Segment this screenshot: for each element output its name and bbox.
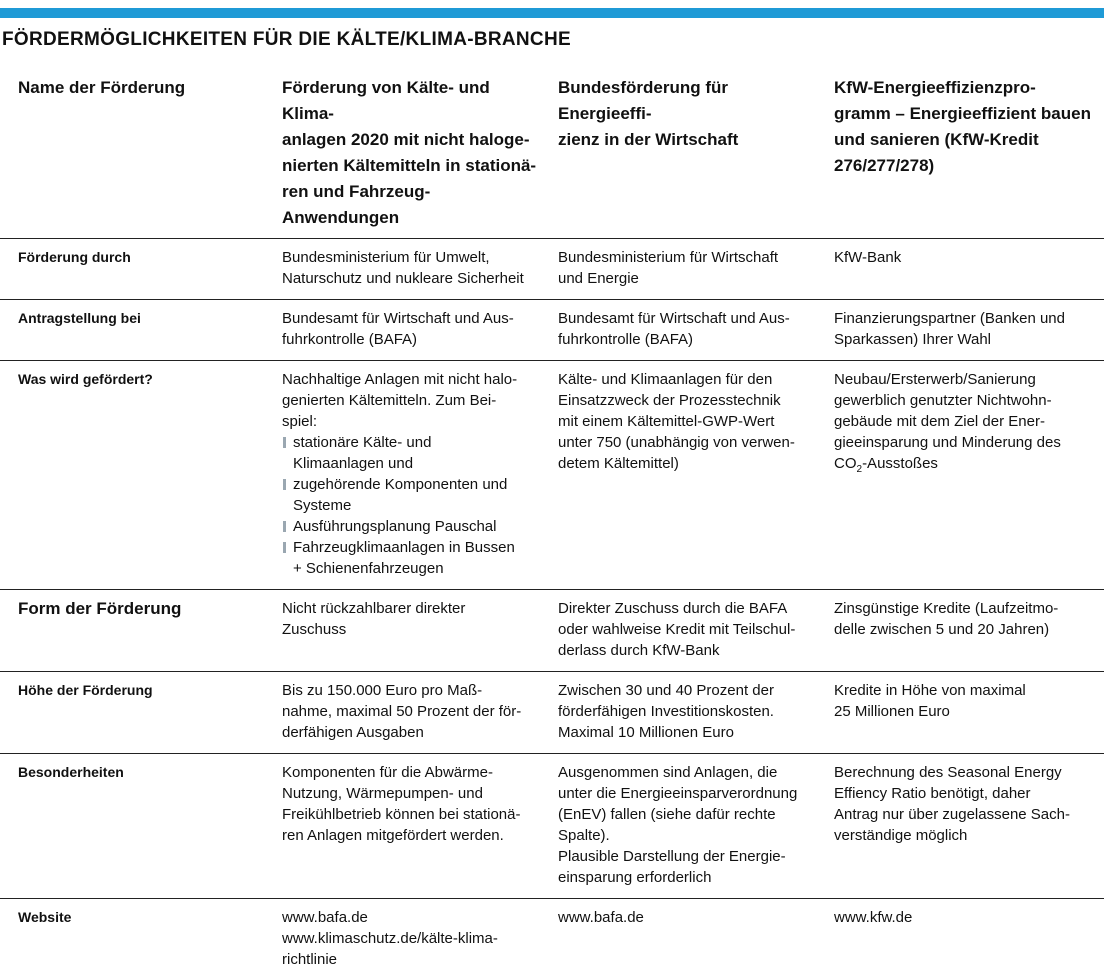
table-row <box>0 590 1104 672</box>
table-cell: Kälte- und Klimaanlagen für den Einsatzzweck der Prozesstechnik mit einem Kältemittel-GWP-Wert unter 750 (unabhängig von verwen- detem Kältemittel) <box>548 361 824 590</box>
list-item: Ausführungsplanung Pauschal <box>282 516 538 537</box>
list-item: stationäre Kälte- und Klimaanlagen und <box>282 432 538 474</box>
accent-bar <box>0 8 1104 18</box>
table-row <box>0 300 1104 361</box>
table-cell: Finanzierungspartner (Banken und Sparkassen) Ihrer Wahl <box>824 300 1104 361</box>
table-row <box>0 899 1104 980</box>
column-header-program-1: Förderung von Kälte- und Klima- anlagen 2020 mit nicht haloge- nierten Kältemitteln in stationä- ren und Fahrzeug-Anwendungen <box>272 66 548 239</box>
table-cell: Bis zu 150.000 Euro pro Maß- nahme, maximal 50 Prozent der för- derfähigen Ausgaben <box>272 672 548 754</box>
table-cell: Bundesamt für Wirtschaft und Aus- fuhrkontrolle (BAFA) <box>272 300 548 361</box>
row-label: Was wird gefördert? <box>0 361 272 590</box>
table-cell: KfW-Bank <box>824 239 1104 300</box>
table-cell <box>824 361 1104 590</box>
cell-text-main: Neubau/Ersterwerb/Sanierung gewerblich genutzter Nichtwohn- gebäude mit dem Ziel der Ener- gieeinsparung und Minderung des CO <box>834 371 1061 472</box>
row-label: Höhe der Förderung <box>0 672 272 754</box>
table-cell <box>272 361 548 590</box>
row-label: Förderung durch <box>0 239 272 300</box>
table-cell: Bundesamt für Wirtschaft und Aus- fuhrkontrolle (BAFA) <box>548 300 824 361</box>
table-cell: Kredite in Höhe von maximal 25 Millionen Euro <box>824 672 1104 754</box>
website-link[interactable]: www.bafa.de <box>548 899 824 980</box>
table-row <box>0 361 1104 590</box>
row-label: Antragstellung bei <box>0 300 272 361</box>
subscript-text: 2 <box>857 464 863 475</box>
table-row <box>0 672 1104 754</box>
cell-text-tail: -Ausstoßes <box>862 455 938 472</box>
table-cell: Bundesministerium für Wirtschaft und Energie <box>548 239 824 300</box>
table-row <box>0 239 1104 300</box>
column-header-program-2: Bundesförderung für Energieeffi- zienz in der Wirtschaft <box>548 66 824 239</box>
table-cell: Berechnung des Seasonal Energy Effiency Ratio benötigt, daher Antrag nur über zugelassene Sach- verständige möglich <box>824 754 1104 899</box>
bullet-list <box>282 432 538 579</box>
row-label: Website <box>0 899 272 980</box>
column-header-name: Name der Förderung <box>0 66 272 239</box>
website-link[interactable]: www.bafa.de www.klimaschutz.de/kälte-klima- richtlinie <box>272 899 548 980</box>
table-cell: Nicht rückzahlbarer direkter Zuschuss <box>272 590 548 672</box>
table-cell: Komponenten für die Abwärme- Nutzung, Wärmepumpen- und Freikühlbetrieb können bei stationä- ren Anlagen mitgefördert werden. <box>272 754 548 899</box>
table-cell: Direkter Zuschuss durch die BAFA oder wahlweise Kredit mit Teilschul- derlass durch KfW-Bank <box>548 590 824 672</box>
column-header-program-3: KfW-Energieeffizienzpro- gramm – Energieeffizient bauen und sanieren (KfW-Kredit 276/277/278) <box>824 66 1104 239</box>
table-cell: Zinsgünstige Kredite (Laufzeitmo- delle zwischen 5 und 20 Jahren) <box>824 590 1104 672</box>
table-row <box>0 754 1104 899</box>
funding-table <box>0 66 1104 980</box>
row-label: Form der Förderung <box>0 590 272 672</box>
table-cell: Zwischen 30 und 40 Prozent der förderfähigen Investitionskosten. Maximal 10 Millionen Euro <box>548 672 824 754</box>
table-cell: Bundesministerium für Umwelt, Naturschutz und nukleare Sicherheit <box>272 239 548 300</box>
document-title: FÖRDERMÖGLICHKEITEN FÜR DIE KÄLTE/KLIMA-BRANCHE <box>2 29 571 51</box>
list-item: Fahrzeugklimaanlagen in Bussen + Schienenfahrzeugen <box>282 537 538 579</box>
table-header-row <box>0 66 1104 239</box>
list-item: zugehörende Komponenten und Systeme <box>282 474 538 516</box>
row-label: Besonderheiten <box>0 754 272 899</box>
table-cell: Ausgenommen sind Anlagen, die unter die Energieeinsparverordnung (EnEV) fallen (siehe dafür rechte Spalte). Plausible Darstellung der Energie- einsparung erforderlich <box>548 754 824 899</box>
website-link[interactable]: www.kfw.de <box>824 899 1104 980</box>
cell-intro-text: Nachhaltige Anlagen mit nicht halo- genierten Kältemitteln. Zum Bei- spiel: <box>282 369 538 432</box>
